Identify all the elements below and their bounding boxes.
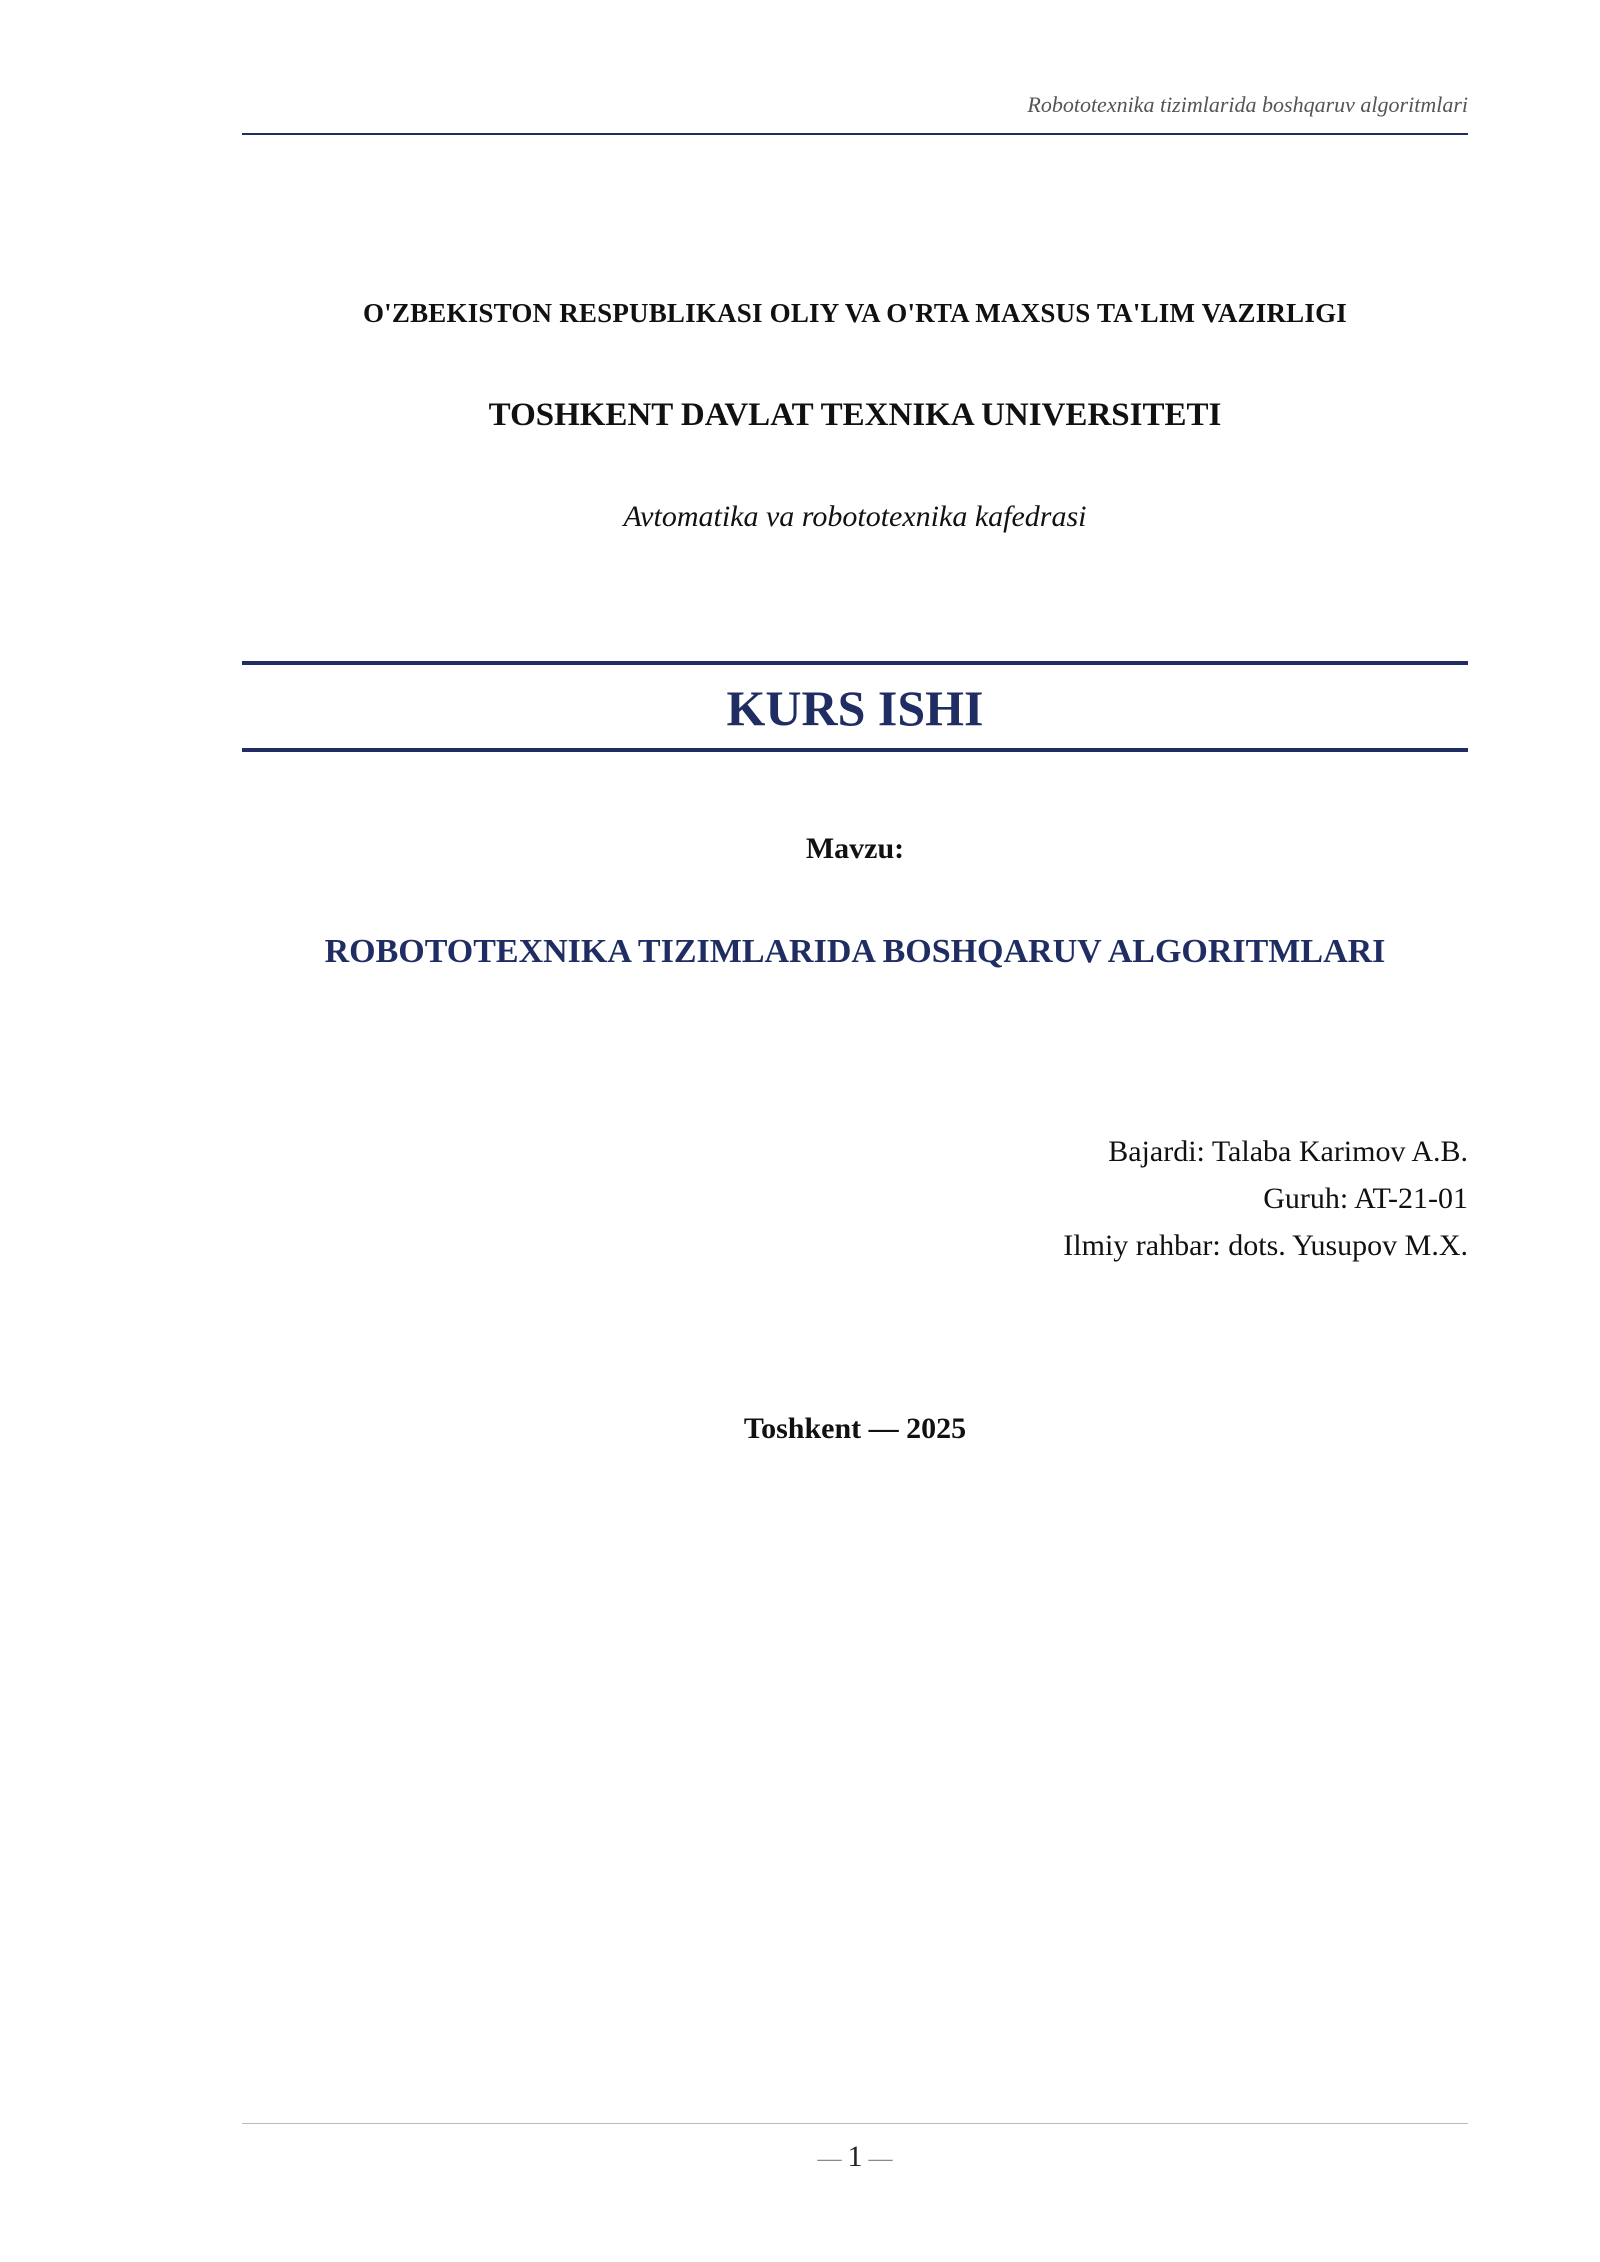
header-rule bbox=[242, 133, 1468, 135]
city-year: Toshkent — 2025 bbox=[743, 1412, 967, 1445]
title-rule-top bbox=[242, 661, 1468, 665]
title-rule-bottom bbox=[242, 748, 1468, 752]
subject-title: ROBOTOTEXNIKA TIZIMLARIDA BOSHQARUV ALGORITMLARI bbox=[324, 933, 1386, 970]
group: Guruh: AT-21-01 bbox=[1263, 1182, 1468, 1215]
page-number bbox=[242, 2140, 1468, 2174]
subject-label: Mavzu: bbox=[805, 832, 905, 865]
footer-rule bbox=[242, 2123, 1468, 2124]
running-header: Robototexnika tizimlarida boshqaruv algoritmlari bbox=[1027, 92, 1468, 117]
page-number-dash-left: — bbox=[817, 2146, 842, 2172]
supervisor: Ilmiy rahbar: dots. Yusupov M.X. bbox=[1063, 1229, 1468, 1262]
university-name: TOSHKENT DAVLAT TEXNIKA UNIVERSITETI bbox=[488, 397, 1222, 433]
author-info-block bbox=[242, 1128, 1468, 1269]
department-name: Avtomatika va robototexnika kafedrasi bbox=[623, 500, 1087, 533]
page-number-dash-right: — bbox=[868, 2146, 893, 2172]
page-number-value: 1 bbox=[847, 2140, 863, 2173]
document-title: KURS ISHI bbox=[726, 680, 984, 736]
ministry-name: O'ZBEKISTON RESPUBLIKASI OLIY VA O'RTA MAXSUS TA'LIM VAZIRLIGI bbox=[362, 298, 1347, 328]
performed-by: Bajardi: Talaba Karimov A.B. bbox=[1108, 1135, 1468, 1168]
